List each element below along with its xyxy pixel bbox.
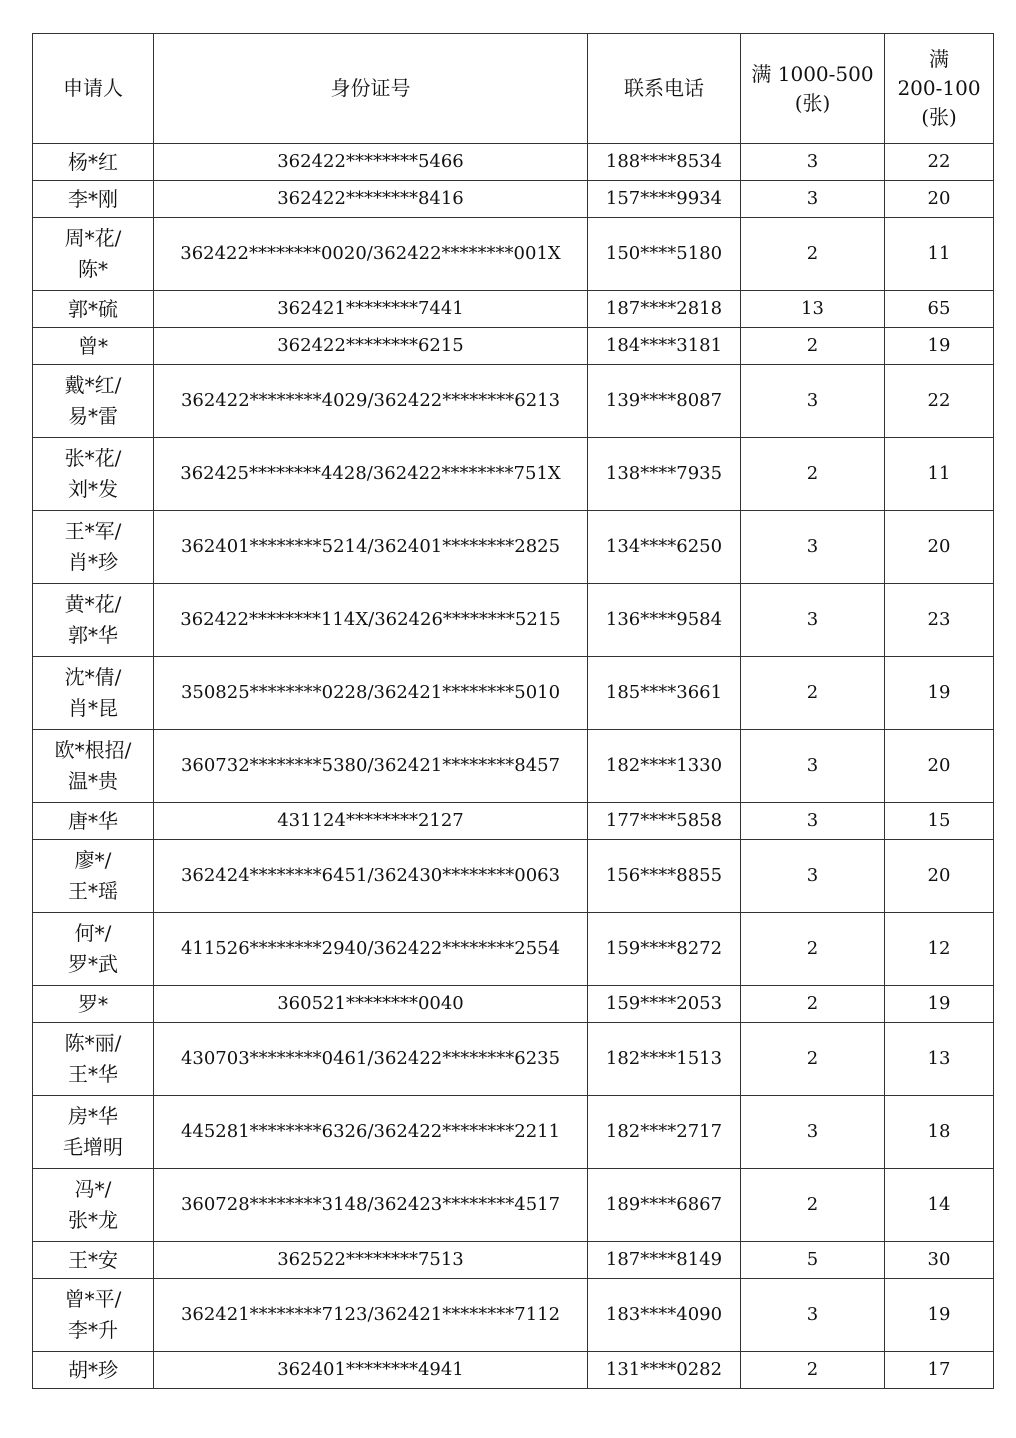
id-number-cell: 362424********6451/362430********0063 bbox=[154, 840, 588, 913]
phone-cell: 139****8087 bbox=[588, 365, 741, 438]
table-row bbox=[33, 803, 994, 840]
coupon-200-100-cell: 19 bbox=[885, 657, 994, 730]
coupon-200-100-cell: 19 bbox=[885, 1279, 994, 1352]
applicant-name: 王*军/ bbox=[64, 519, 122, 543]
table-row bbox=[33, 181, 994, 218]
applicant-name: 毛增明 bbox=[63, 1135, 123, 1159]
table-row bbox=[33, 913, 994, 986]
applicant-cell bbox=[33, 1169, 154, 1242]
coupon-200-100-cell: 20 bbox=[885, 511, 994, 584]
coupon-200-100-cell: 22 bbox=[885, 365, 994, 438]
applicant-cell bbox=[33, 438, 154, 511]
coupon-1000-500-cell: 2 bbox=[741, 438, 885, 511]
phone-cell: 138****7935 bbox=[588, 438, 741, 511]
header-phone bbox=[588, 34, 741, 144]
table-row bbox=[33, 1096, 994, 1169]
id-number-cell: 362422********5466 bbox=[154, 144, 588, 181]
coupon-200-100-cell: 30 bbox=[885, 1242, 994, 1279]
header-coupon-1000-500-line2: (张) bbox=[794, 90, 831, 115]
applicant-name: 王*瑶 bbox=[68, 879, 118, 903]
header-coupon-200-100-line2: 200-100 bbox=[897, 76, 981, 100]
coupon-1000-500-cell: 2 bbox=[741, 1023, 885, 1096]
phone-cell: 150****5180 bbox=[588, 218, 741, 291]
coupon-200-100-cell: 11 bbox=[885, 438, 994, 511]
phone-cell: 134****6250 bbox=[588, 511, 741, 584]
coupon-1000-500-cell: 3 bbox=[741, 584, 885, 657]
phone-cell: 159****8272 bbox=[588, 913, 741, 986]
applicant-cell bbox=[33, 584, 154, 657]
applicant-name: 杨*红 bbox=[68, 149, 118, 174]
phone-cell: 157****9934 bbox=[588, 181, 741, 218]
coupon-200-100-cell: 17 bbox=[885, 1352, 994, 1389]
table-row bbox=[33, 840, 994, 913]
applicant-name: 廖*/ bbox=[74, 848, 112, 872]
coupon-1000-500-cell: 3 bbox=[741, 144, 885, 181]
coupon-200-100-cell: 23 bbox=[885, 584, 994, 657]
applicant-name: 唐*华 bbox=[68, 808, 118, 833]
table-row bbox=[33, 511, 994, 584]
applicant-name: 欧*根招/ bbox=[54, 738, 132, 762]
applicant-name: 房*华 bbox=[68, 1104, 118, 1128]
applicant-name: 沈*倩/ bbox=[64, 665, 122, 689]
coupon-1000-500-cell: 3 bbox=[741, 803, 885, 840]
applicant-name: 郭*华 bbox=[68, 623, 118, 647]
applicant-name: 肖*昆 bbox=[68, 696, 118, 720]
coupon-1000-500-cell: 3 bbox=[741, 511, 885, 584]
applicant-name: 罗* bbox=[78, 991, 108, 1016]
table-row bbox=[33, 291, 994, 328]
header-coupon-1000-500 bbox=[741, 34, 885, 144]
id-number-cell: 362401********4941 bbox=[154, 1352, 588, 1389]
phone-cell: 188****8534 bbox=[588, 144, 741, 181]
applicant-cell bbox=[33, 181, 154, 218]
id-number-cell: 445281********6326/362422********2211 bbox=[154, 1096, 588, 1169]
id-number-cell: 360732********5380/362421********8457 bbox=[154, 730, 588, 803]
applicant-cell bbox=[33, 144, 154, 181]
phone-cell: 156****8855 bbox=[588, 840, 741, 913]
applicant-name: 冯*/ bbox=[74, 1177, 112, 1201]
id-number-cell: 411526********2940/362422********2554 bbox=[154, 913, 588, 986]
applicant-name: 郭*硫 bbox=[68, 296, 118, 321]
applicant-name: 戴*红/ bbox=[64, 373, 122, 397]
coupon-200-100-cell: 11 bbox=[885, 218, 994, 291]
applicant-cell bbox=[33, 986, 154, 1023]
applicant-cell bbox=[33, 1279, 154, 1352]
applicant-name: 张*花/ bbox=[64, 446, 122, 470]
coupon-1000-500-cell: 2 bbox=[741, 218, 885, 291]
phone-cell: 131****0282 bbox=[588, 1352, 741, 1389]
coupon-200-100-cell: 20 bbox=[885, 181, 994, 218]
phone-cell: 136****9584 bbox=[588, 584, 741, 657]
applicant-name: 黄*花/ bbox=[64, 592, 122, 616]
coupon-200-100-cell: 22 bbox=[885, 144, 994, 181]
table-row bbox=[33, 1279, 994, 1352]
header-coupon-1000-500-line1: 满 1000-500 bbox=[751, 61, 874, 86]
applicant-name: 刘*发 bbox=[68, 477, 118, 501]
coupon-200-100-cell: 20 bbox=[885, 840, 994, 913]
coupon-1000-500-cell: 2 bbox=[741, 328, 885, 365]
applicant-cell bbox=[33, 730, 154, 803]
applicant-name: 温*贵 bbox=[68, 769, 118, 793]
coupon-1000-500-cell: 2 bbox=[741, 1352, 885, 1389]
phone-cell: 182****1513 bbox=[588, 1023, 741, 1096]
applicant-name: 陈* bbox=[78, 257, 108, 281]
id-number-cell: 362522********7513 bbox=[154, 1242, 588, 1279]
id-number-cell: 362422********114X/362426********5215 bbox=[154, 584, 588, 657]
applicant-name: 王*安 bbox=[68, 1247, 118, 1272]
applicant-name: 罗*武 bbox=[68, 952, 118, 976]
table-body bbox=[33, 144, 994, 1389]
phone-cell: 183****4090 bbox=[588, 1279, 741, 1352]
table-row bbox=[33, 730, 994, 803]
applicant-cell bbox=[33, 913, 154, 986]
coupon-1000-500-cell: 3 bbox=[741, 730, 885, 803]
table-row bbox=[33, 328, 994, 365]
phone-cell: 182****1330 bbox=[588, 730, 741, 803]
applicant-name: 胡*珍 bbox=[68, 1357, 118, 1382]
table-row bbox=[33, 1169, 994, 1242]
id-number-cell: 430703********0461/362422********6235 bbox=[154, 1023, 588, 1096]
applicant-cell bbox=[33, 1096, 154, 1169]
coupon-200-100-cell: 20 bbox=[885, 730, 994, 803]
header-phone-text: 联系电话 bbox=[624, 76, 704, 100]
id-number-cell: 431124********2127 bbox=[154, 803, 588, 840]
applicant-cell bbox=[33, 1352, 154, 1389]
table-row bbox=[33, 438, 994, 511]
coupon-200-100-cell: 19 bbox=[885, 986, 994, 1023]
applicant-cell bbox=[33, 1242, 154, 1279]
id-number-cell: 362425********4428/362422********751X bbox=[154, 438, 588, 511]
phone-cell: 182****2717 bbox=[588, 1096, 741, 1169]
applicant-cell bbox=[33, 1023, 154, 1096]
applicant-name: 张*龙 bbox=[68, 1208, 118, 1232]
applicant-name: 易*雷 bbox=[68, 404, 118, 428]
id-number-cell: 362401********5214/362401********2825 bbox=[154, 511, 588, 584]
applicant-name: 肖*珍 bbox=[68, 550, 118, 574]
applicant-name: 周*花/ bbox=[64, 226, 122, 250]
id-number-cell: 360728********3148/362423********4517 bbox=[154, 1169, 588, 1242]
applicant-name: 王*华 bbox=[68, 1062, 118, 1086]
applicant-name: 李*升 bbox=[68, 1318, 118, 1342]
phone-cell: 184****3181 bbox=[588, 328, 741, 365]
applicant-name: 曾* bbox=[78, 333, 108, 358]
applicant-cell bbox=[33, 328, 154, 365]
applicant-name: 陈*丽/ bbox=[64, 1031, 122, 1055]
header-coupon-200-100-line3: (张) bbox=[921, 105, 957, 129]
table-row bbox=[33, 218, 994, 291]
applicant-cell bbox=[33, 657, 154, 730]
table-row bbox=[33, 1242, 994, 1279]
table-row bbox=[33, 584, 994, 657]
id-number-cell: 362421********7123/362421********7112 bbox=[154, 1279, 588, 1352]
applicant-name: 曾*平/ bbox=[64, 1287, 122, 1311]
header-id-number-text: 身份证号 bbox=[330, 76, 411, 100]
phone-cell: 189****6867 bbox=[588, 1169, 741, 1242]
coupon-1000-500-cell: 2 bbox=[741, 913, 885, 986]
table-row bbox=[33, 365, 994, 438]
coupon-200-100-cell: 18 bbox=[885, 1096, 994, 1169]
coupon-1000-500-cell: 3 bbox=[741, 1096, 885, 1169]
coupon-1000-500-cell: 2 bbox=[741, 986, 885, 1023]
id-number-cell: 362422********0020/362422********001X bbox=[154, 218, 588, 291]
coupon-1000-500-cell: 3 bbox=[741, 181, 885, 218]
header-coupon-200-100 bbox=[885, 34, 994, 144]
coupon-1000-500-cell: 3 bbox=[741, 1279, 885, 1352]
header-applicant bbox=[33, 34, 154, 144]
coupon-200-100-cell: 19 bbox=[885, 328, 994, 365]
coupon-1000-500-cell: 5 bbox=[741, 1242, 885, 1279]
table-row bbox=[33, 1023, 994, 1096]
applicant-cell bbox=[33, 840, 154, 913]
applicant-cell bbox=[33, 218, 154, 291]
coupon-1000-500-cell: 13 bbox=[741, 291, 885, 328]
coupon-1000-500-cell: 3 bbox=[741, 840, 885, 913]
coupon-200-100-cell: 13 bbox=[885, 1023, 994, 1096]
phone-cell: 187****2818 bbox=[588, 291, 741, 328]
table-row bbox=[33, 986, 994, 1023]
coupon-200-100-cell: 65 bbox=[885, 291, 994, 328]
phone-cell: 185****3661 bbox=[588, 657, 741, 730]
id-number-cell: 350825********0228/362421********5010 bbox=[154, 657, 588, 730]
coupon-200-100-cell: 15 bbox=[885, 803, 994, 840]
header-id-number bbox=[154, 34, 588, 144]
applicant-name: 何*/ bbox=[74, 921, 112, 945]
coupon-1000-500-cell: 2 bbox=[741, 657, 885, 730]
id-number-cell: 362422********8416 bbox=[154, 181, 588, 218]
phone-cell: 187****8149 bbox=[588, 1242, 741, 1279]
applicant-cell bbox=[33, 291, 154, 328]
header-coupon-200-100-line1: 满 bbox=[929, 47, 949, 71]
coupon-1000-500-cell: 2 bbox=[741, 1169, 885, 1242]
applicant-table bbox=[32, 33, 994, 1389]
applicant-name: 李*刚 bbox=[68, 186, 118, 211]
id-number-cell: 362422********6215 bbox=[154, 328, 588, 365]
phone-cell: 159****2053 bbox=[588, 986, 741, 1023]
header-applicant-text: 申请人 bbox=[63, 76, 123, 100]
id-number-cell: 360521********0040 bbox=[154, 986, 588, 1023]
table-header-row bbox=[33, 34, 994, 144]
table-row bbox=[33, 144, 994, 181]
coupon-1000-500-cell: 3 bbox=[741, 365, 885, 438]
coupon-200-100-cell: 12 bbox=[885, 913, 994, 986]
phone-cell: 177****5858 bbox=[588, 803, 741, 840]
applicant-cell bbox=[33, 803, 154, 840]
applicant-cell bbox=[33, 511, 154, 584]
table-row bbox=[33, 657, 994, 730]
applicant-cell bbox=[33, 365, 154, 438]
coupon-200-100-cell: 14 bbox=[885, 1169, 994, 1242]
table-row bbox=[33, 1352, 994, 1389]
id-number-cell: 362421********7441 bbox=[154, 291, 588, 328]
id-number-cell: 362422********4029/362422********6213 bbox=[154, 365, 588, 438]
